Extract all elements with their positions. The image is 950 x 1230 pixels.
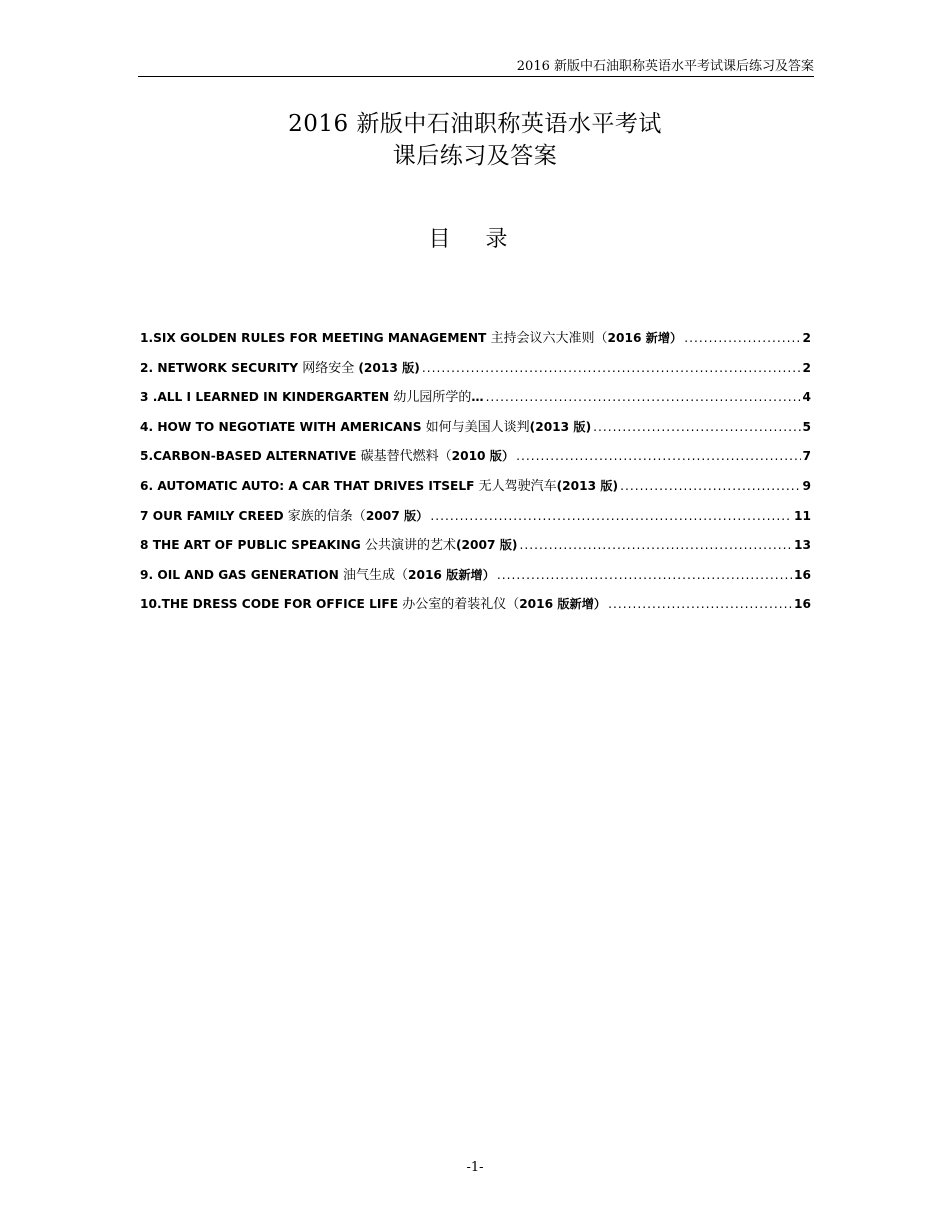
toc-entry-page: 11 <box>794 508 811 523</box>
toc-entry-title: 5.CARBON-BASED ALTERNATIVE 碳基替代燃料（2010 版） <box>140 449 515 465</box>
toc-entry[interactable] <box>140 445 811 475</box>
toc-entry-page: 13 <box>794 538 811 553</box>
toc-leader-dots <box>608 597 792 611</box>
toc-leader-dots <box>620 479 800 493</box>
toc-entry-page: 7 <box>802 449 811 464</box>
toc-entry-page: 16 <box>794 567 811 582</box>
toc-heading: 目 录 <box>428 227 522 252</box>
toc-entry-title: 8 THE ART OF PUBLIC SPEAKING 公共演讲的艺术(2007 版) <box>140 538 518 554</box>
toc-entry-title: 6. AUTOMATIC AUTO: A CAR THAT DRIVES ITSELF 无人驾驶汽车(2013 版) <box>140 478 619 494</box>
toc-entry[interactable] <box>140 505 811 535</box>
toc-leader-dots <box>519 538 792 552</box>
toc-entry-title: 3 .ALL I LEARNED IN KINDERGARTEN 幼儿园所学的… <box>140 390 484 406</box>
toc-entry-page: 9 <box>802 478 811 493</box>
document-title <box>0 108 950 172</box>
toc-leader-dots <box>684 331 800 345</box>
toc-entry[interactable] <box>140 327 811 357</box>
toc-entry[interactable] <box>140 475 811 505</box>
toc-entry[interactable] <box>140 593 811 623</box>
toc-entry[interactable] <box>140 416 811 446</box>
page-number: -1- <box>466 1160 484 1175</box>
toc-entry-page: 4 <box>802 390 811 405</box>
toc-leader-dots <box>516 449 800 463</box>
toc-entry-title: 4. HOW TO NEGOTIATE WITH AMERICANS 如何与美国人谈判(2013 版) <box>140 419 592 435</box>
toc-entry-title: 9. OIL AND GAS GENERATION 油气生成（2016 版新增） <box>140 567 495 583</box>
toc-entry[interactable] <box>140 564 811 594</box>
running-header <box>138 58 814 77</box>
toc-leader-dots <box>422 361 801 375</box>
toc-entry-title: 2. NETWORK SECURITY 网络安全 (2013 版) <box>140 360 420 376</box>
table-of-contents <box>140 327 811 623</box>
toc-entry-page: 2 <box>802 331 811 345</box>
toc-entry-page: 16 <box>794 597 811 612</box>
toc-leader-dots <box>486 390 801 404</box>
document-title-line-2: 课后练习及答案 <box>392 143 558 169</box>
toc-entry[interactable] <box>140 357 811 387</box>
running-header-title: 2016 新版中石油职称英语水平考试课后练习及答案 <box>516 59 814 74</box>
toc-leader-dots <box>593 420 800 434</box>
document-title-line-1: 2016 新版中石油职称英语水平考试 <box>288 111 662 137</box>
toc-entry-title: 10.THE DRESS CODE FOR OFFICE LIFE 办公室的着装礼仪（2016 版新增） <box>140 597 607 613</box>
toc-entry-title: 7 OUR FAMILY CREED 家族的信条（2007 版） <box>140 508 429 524</box>
toc-entry-page: 5 <box>802 419 811 434</box>
toc-entry-title: 1.SIX GOLDEN RULES FOR MEETING MANAGEMENT 主持会议六大准则（2016 新增） <box>140 331 683 346</box>
toc-entry[interactable] <box>140 534 811 564</box>
toc-entry[interactable] <box>140 386 811 416</box>
toc-entry-page: 2 <box>802 360 811 375</box>
toc-leader-dots <box>497 568 792 582</box>
toc-leader-dots <box>430 509 792 523</box>
